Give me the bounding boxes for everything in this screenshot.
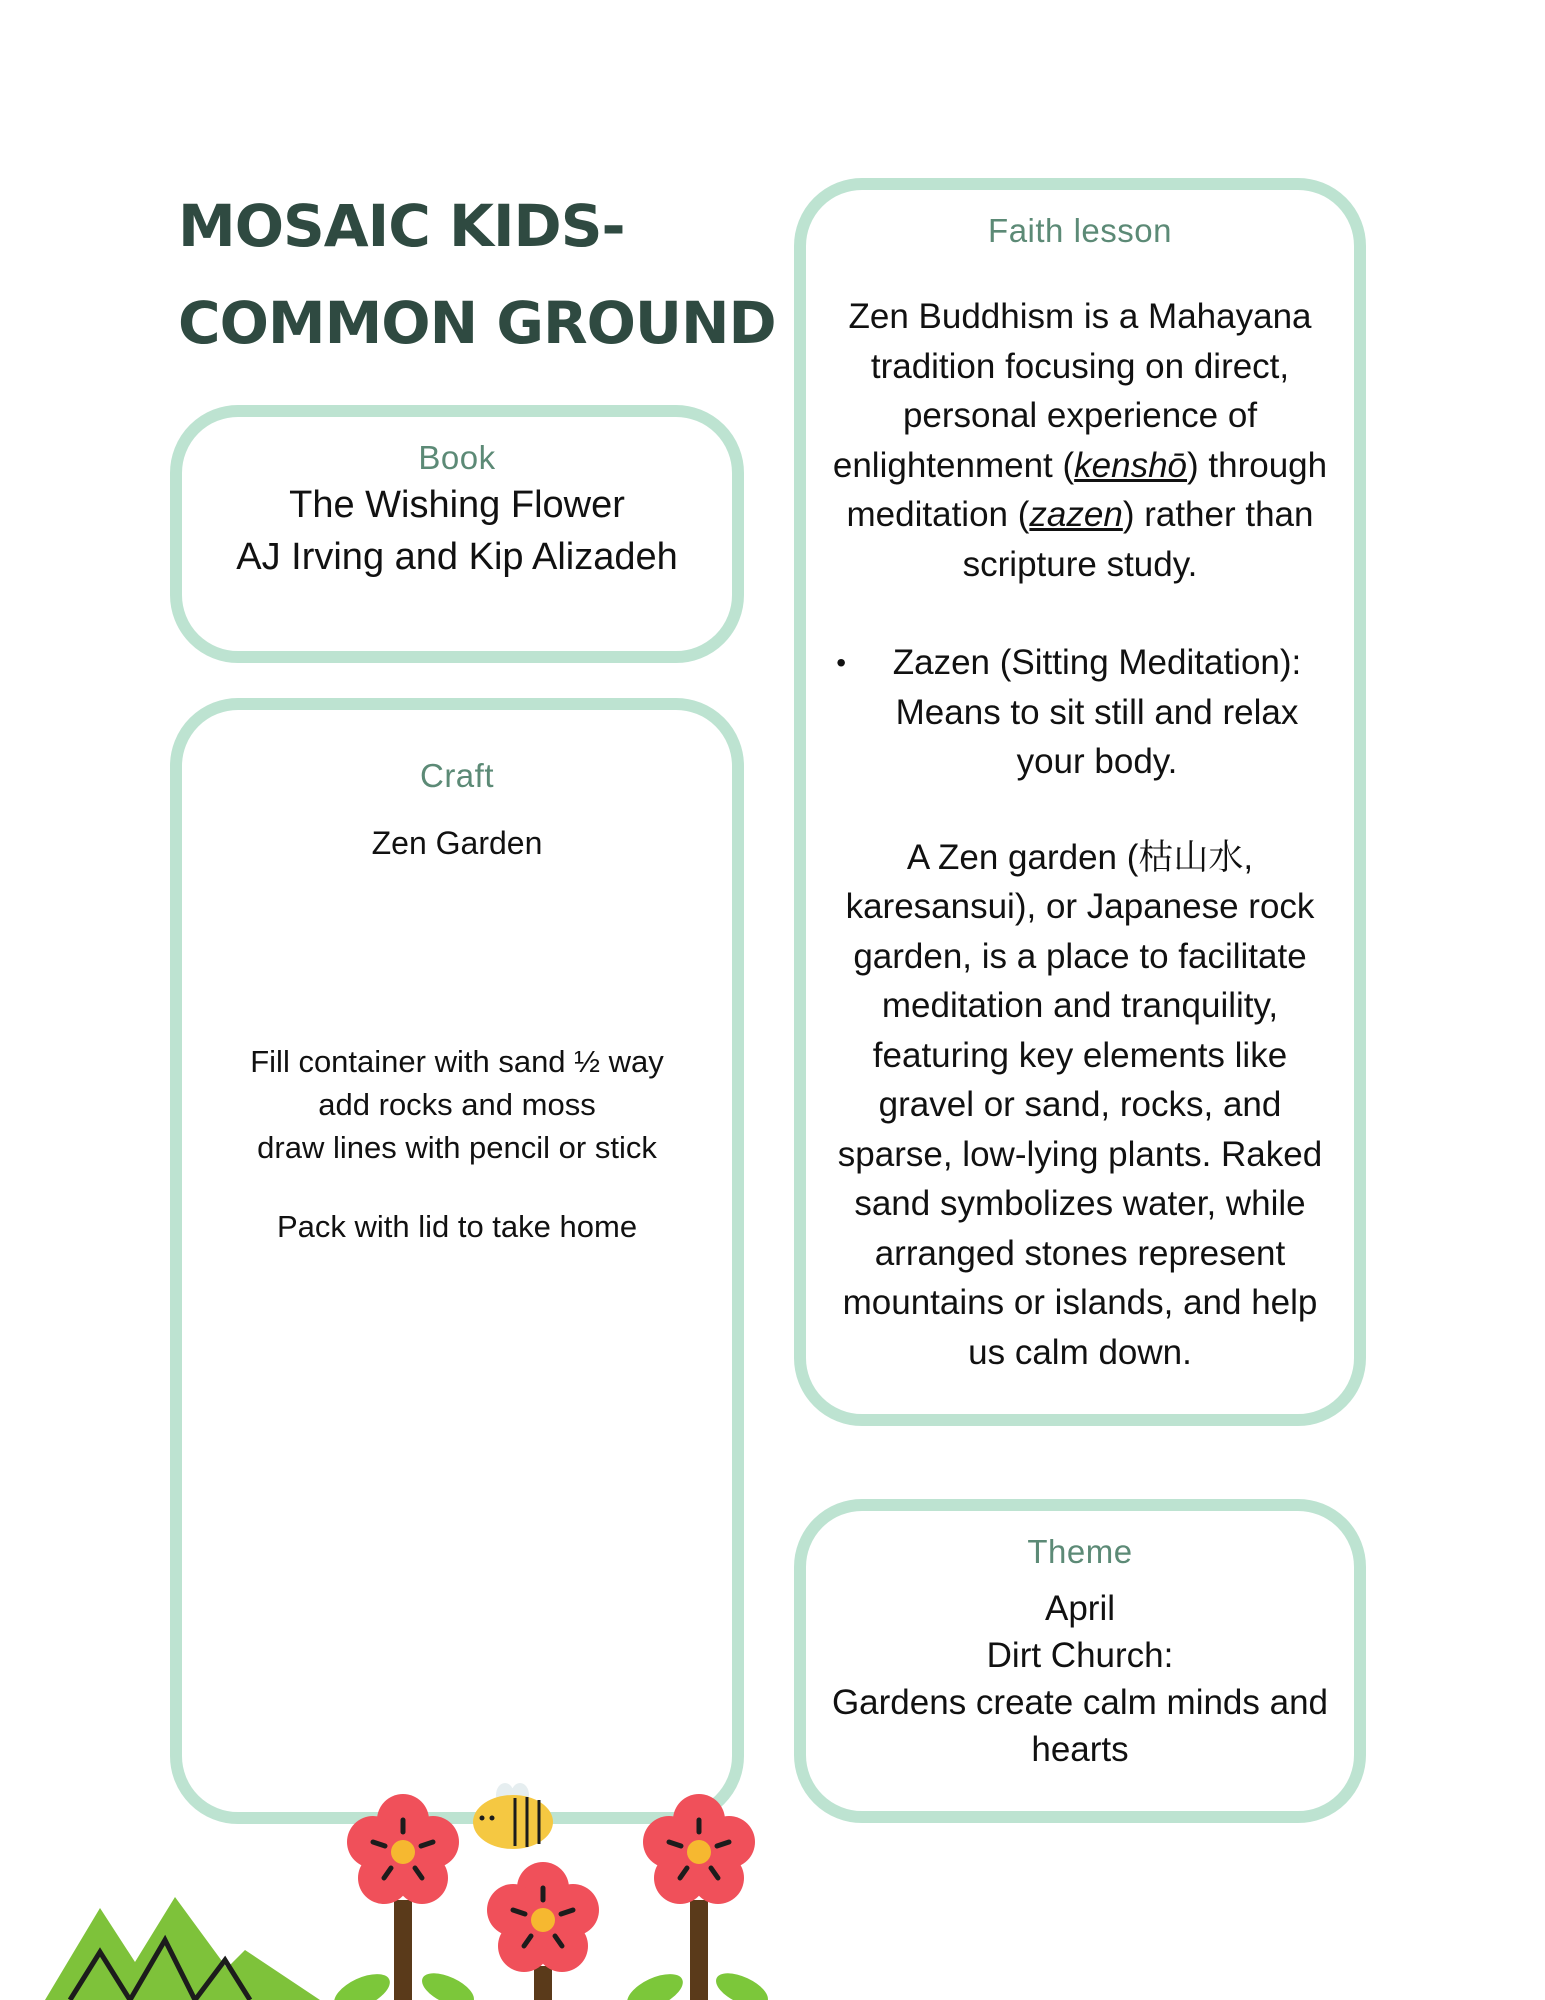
theme-card	[794, 1499, 1366, 1823]
term-zazen: zazen	[1029, 495, 1123, 534]
garden-illustration	[0, 1780, 820, 2000]
craft-step: draw lines with pencil or stick	[257, 1130, 657, 1165]
theme-name: Dirt Church:	[986, 1636, 1174, 1675]
craft-name: Zen Garden	[371, 825, 543, 861]
bullet-dot-icon: •	[836, 647, 846, 678]
book-card	[170, 405, 744, 663]
craft-step: Fill container with sand ½ way	[250, 1044, 664, 1079]
theme-label: Theme	[1027, 1533, 1133, 1570]
faith-intro-a: Zen Buddhism is a Mahayana tradition focusing on direct, personal experience of enlightenment (	[832, 297, 1312, 485]
craft-closing: Pack with lid to take home	[276, 1209, 638, 1244]
term-kensho: kenshō	[1074, 445, 1188, 485]
theme-month: April	[1044, 1589, 1116, 1628]
faith-intro-c: ) rather than scripture study.	[962, 495, 1314, 584]
faith-intro	[806, 292, 1354, 589]
book-label: Book	[418, 439, 496, 476]
faith-label: Faith lesson	[988, 212, 1172, 249]
mountains-icon	[45, 1897, 320, 2000]
title-line-2: COMMON GROUND	[178, 289, 776, 357]
flower-left-icon	[329, 1794, 479, 2000]
craft-card	[170, 698, 744, 1824]
craft-step: add rocks and moss	[318, 1087, 596, 1122]
flower-middle-icon	[487, 1862, 599, 2000]
page-title	[178, 178, 778, 372]
craft-label: Craft	[419, 757, 494, 794]
craft-steps	[182, 1040, 732, 1169]
faith-lesson-card	[794, 178, 1366, 1426]
theme-tagline: Gardens create calm minds and hearts	[831, 1683, 1329, 1769]
faith-bullet-item	[806, 638, 1354, 787]
book-title: The Wishing Flower	[289, 484, 625, 526]
faith-intro-b: ) through meditation (	[846, 445, 1328, 534]
title-line-1: MOSAIC KIDS-	[178, 192, 625, 260]
flower-right-icon	[622, 1794, 773, 2000]
faith-bullet-text: Zazen (Sitting Meditation): Means to sit still and relax your body.	[892, 643, 1302, 781]
book-authors: AJ Irving and Kip Alizadeh	[236, 536, 678, 578]
zen-garden-description: A Zen garden (枯山水, karesansui), or Japanese rock garden, is a place to facilitate meditation and tranquility, featuring key elements like gravel or sand, rocks, and sparse, low-lying plants. Raked sand symbolizes water, while arranged stones represent mountains or islands, and help us calm down.	[837, 837, 1323, 1372]
bee-icon	[473, 1783, 553, 1849]
